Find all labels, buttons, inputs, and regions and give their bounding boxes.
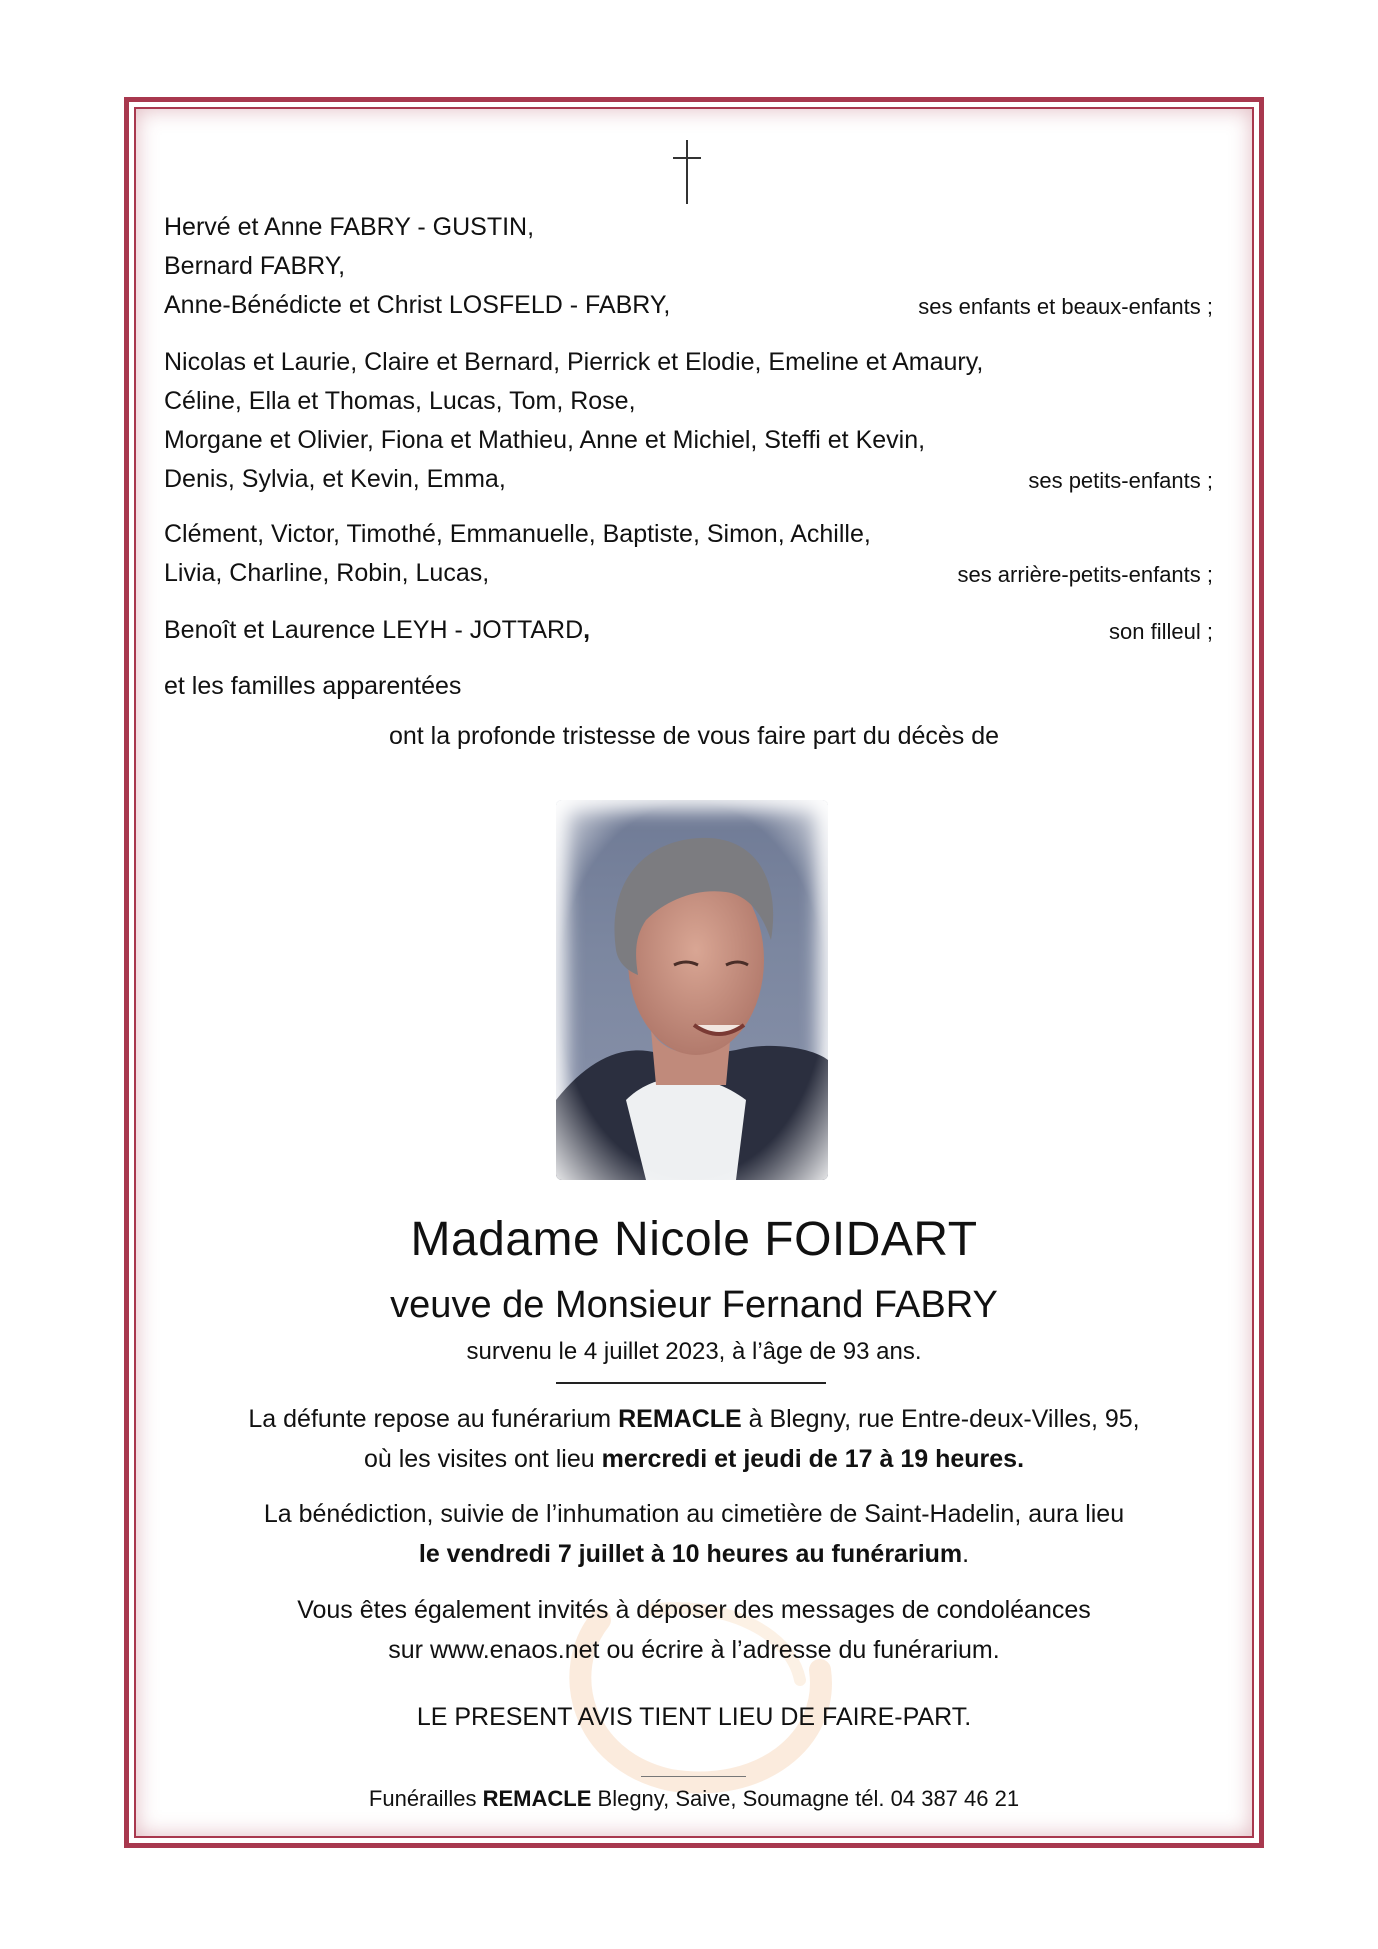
footer-text-a: Funérailles bbox=[368, 1786, 483, 1811]
relatives-line: et les familles apparentées bbox=[164, 672, 462, 700]
children-line-1: Hervé et Anne FABRY - GUSTIN, bbox=[164, 213, 535, 241]
ceremony-period: . bbox=[962, 1540, 970, 1568]
ceremony-date: le vendredi 7 juillet à 10 heures au funérarium bbox=[418, 1540, 963, 1568]
visitation-text-b: à Blegny, rue Entre-deux-Villes, 95, bbox=[741, 1405, 1140, 1433]
funeral-home-name: REMACLE bbox=[618, 1405, 742, 1433]
visitation-line-1 bbox=[134, 1403, 1254, 1435]
great-grandchildren-line-2: Livia, Charline, Robin, Lucas, bbox=[164, 559, 490, 587]
intro-line: ont la profonde tristesse de vous faire part du décès de bbox=[388, 722, 1000, 750]
grandchildren-line-2: Céline, Ella et Thomas, Lucas, Tom, Rose, bbox=[164, 387, 636, 415]
footer-brand: REMACLE bbox=[482, 1786, 592, 1811]
great-grandchildren-line-1: Clément, Victor, Timothé, Emmanuelle, Baptiste, Simon, Achille, bbox=[164, 520, 871, 548]
widow-of-line: veuve de Monsieur Fernand FABRY bbox=[390, 1284, 998, 1326]
separator-line bbox=[556, 1382, 826, 1384]
deceased-name: Madame Nicole FOIDART bbox=[410, 1213, 978, 1266]
godson-comma: , bbox=[583, 616, 591, 644]
great-grandchildren-role: ses arrière-petits-enfants ; bbox=[957, 562, 1213, 587]
visitation-text-a: La défunte repose au funérarium bbox=[248, 1405, 619, 1433]
cross-icon bbox=[672, 140, 702, 204]
children-role: ses enfants et beaux-enfants ; bbox=[918, 294, 1213, 319]
condolences-line-1: Vous êtes également invités à déposer des messages de condoléances bbox=[297, 1596, 1091, 1624]
footer-text-b: Blegny, Saive, Soumagne tél. 04 387 46 21 bbox=[591, 1786, 1020, 1811]
visitation-hours: mercredi et jeudi de 17 à 19 heures. bbox=[601, 1445, 1025, 1473]
notice-line: LE PRESENT AVIS TIENT LIEU DE FAIRE-PART. bbox=[416, 1703, 972, 1731]
grandchildren-role: ses petits-enfants ; bbox=[1028, 468, 1213, 493]
death-date-line: survenu le 4 juillet 2023, à l’âge de 93 ans. bbox=[466, 1338, 922, 1365]
footer-separator bbox=[641, 1776, 746, 1777]
visitation-text-c: où les visites ont lieu bbox=[363, 1445, 602, 1473]
ceremony-line-2 bbox=[134, 1538, 1254, 1570]
grandchildren-line-1: Nicolas et Laurie, Claire et Bernard, Pierrick et Elodie, Emeline et Amaury, bbox=[164, 348, 984, 376]
footer-line bbox=[134, 1784, 1254, 1814]
visitation-line-2 bbox=[134, 1443, 1254, 1475]
children-line-2: Bernard FABRY, bbox=[164, 252, 346, 280]
children-line-3: Anne-Bénédicte et Christ LOSFELD - FABRY, bbox=[164, 291, 671, 319]
grandchildren-line-3: Morgane et Olivier, Fiona et Mathieu, Anne et Michiel, Steffi et Kevin, bbox=[164, 426, 926, 454]
portrait-photo bbox=[556, 800, 828, 1180]
grandchildren-line-4: Denis, Sylvia, et Kevin, Emma, bbox=[164, 465, 506, 493]
godson-role: son filleul ; bbox=[1109, 619, 1213, 644]
ceremony-line-1: La bénédiction, suivie de l’inhumation au cimetière de Saint-Hadelin, aura lieu bbox=[263, 1500, 1125, 1528]
godson-line bbox=[164, 615, 590, 645]
godson-name: Benoît et Laurence LEYH - JOTTARD bbox=[164, 616, 584, 644]
condolences-line-2: sur www.enaos.net ou écrire à l’adresse du funérarium. bbox=[388, 1636, 1000, 1664]
